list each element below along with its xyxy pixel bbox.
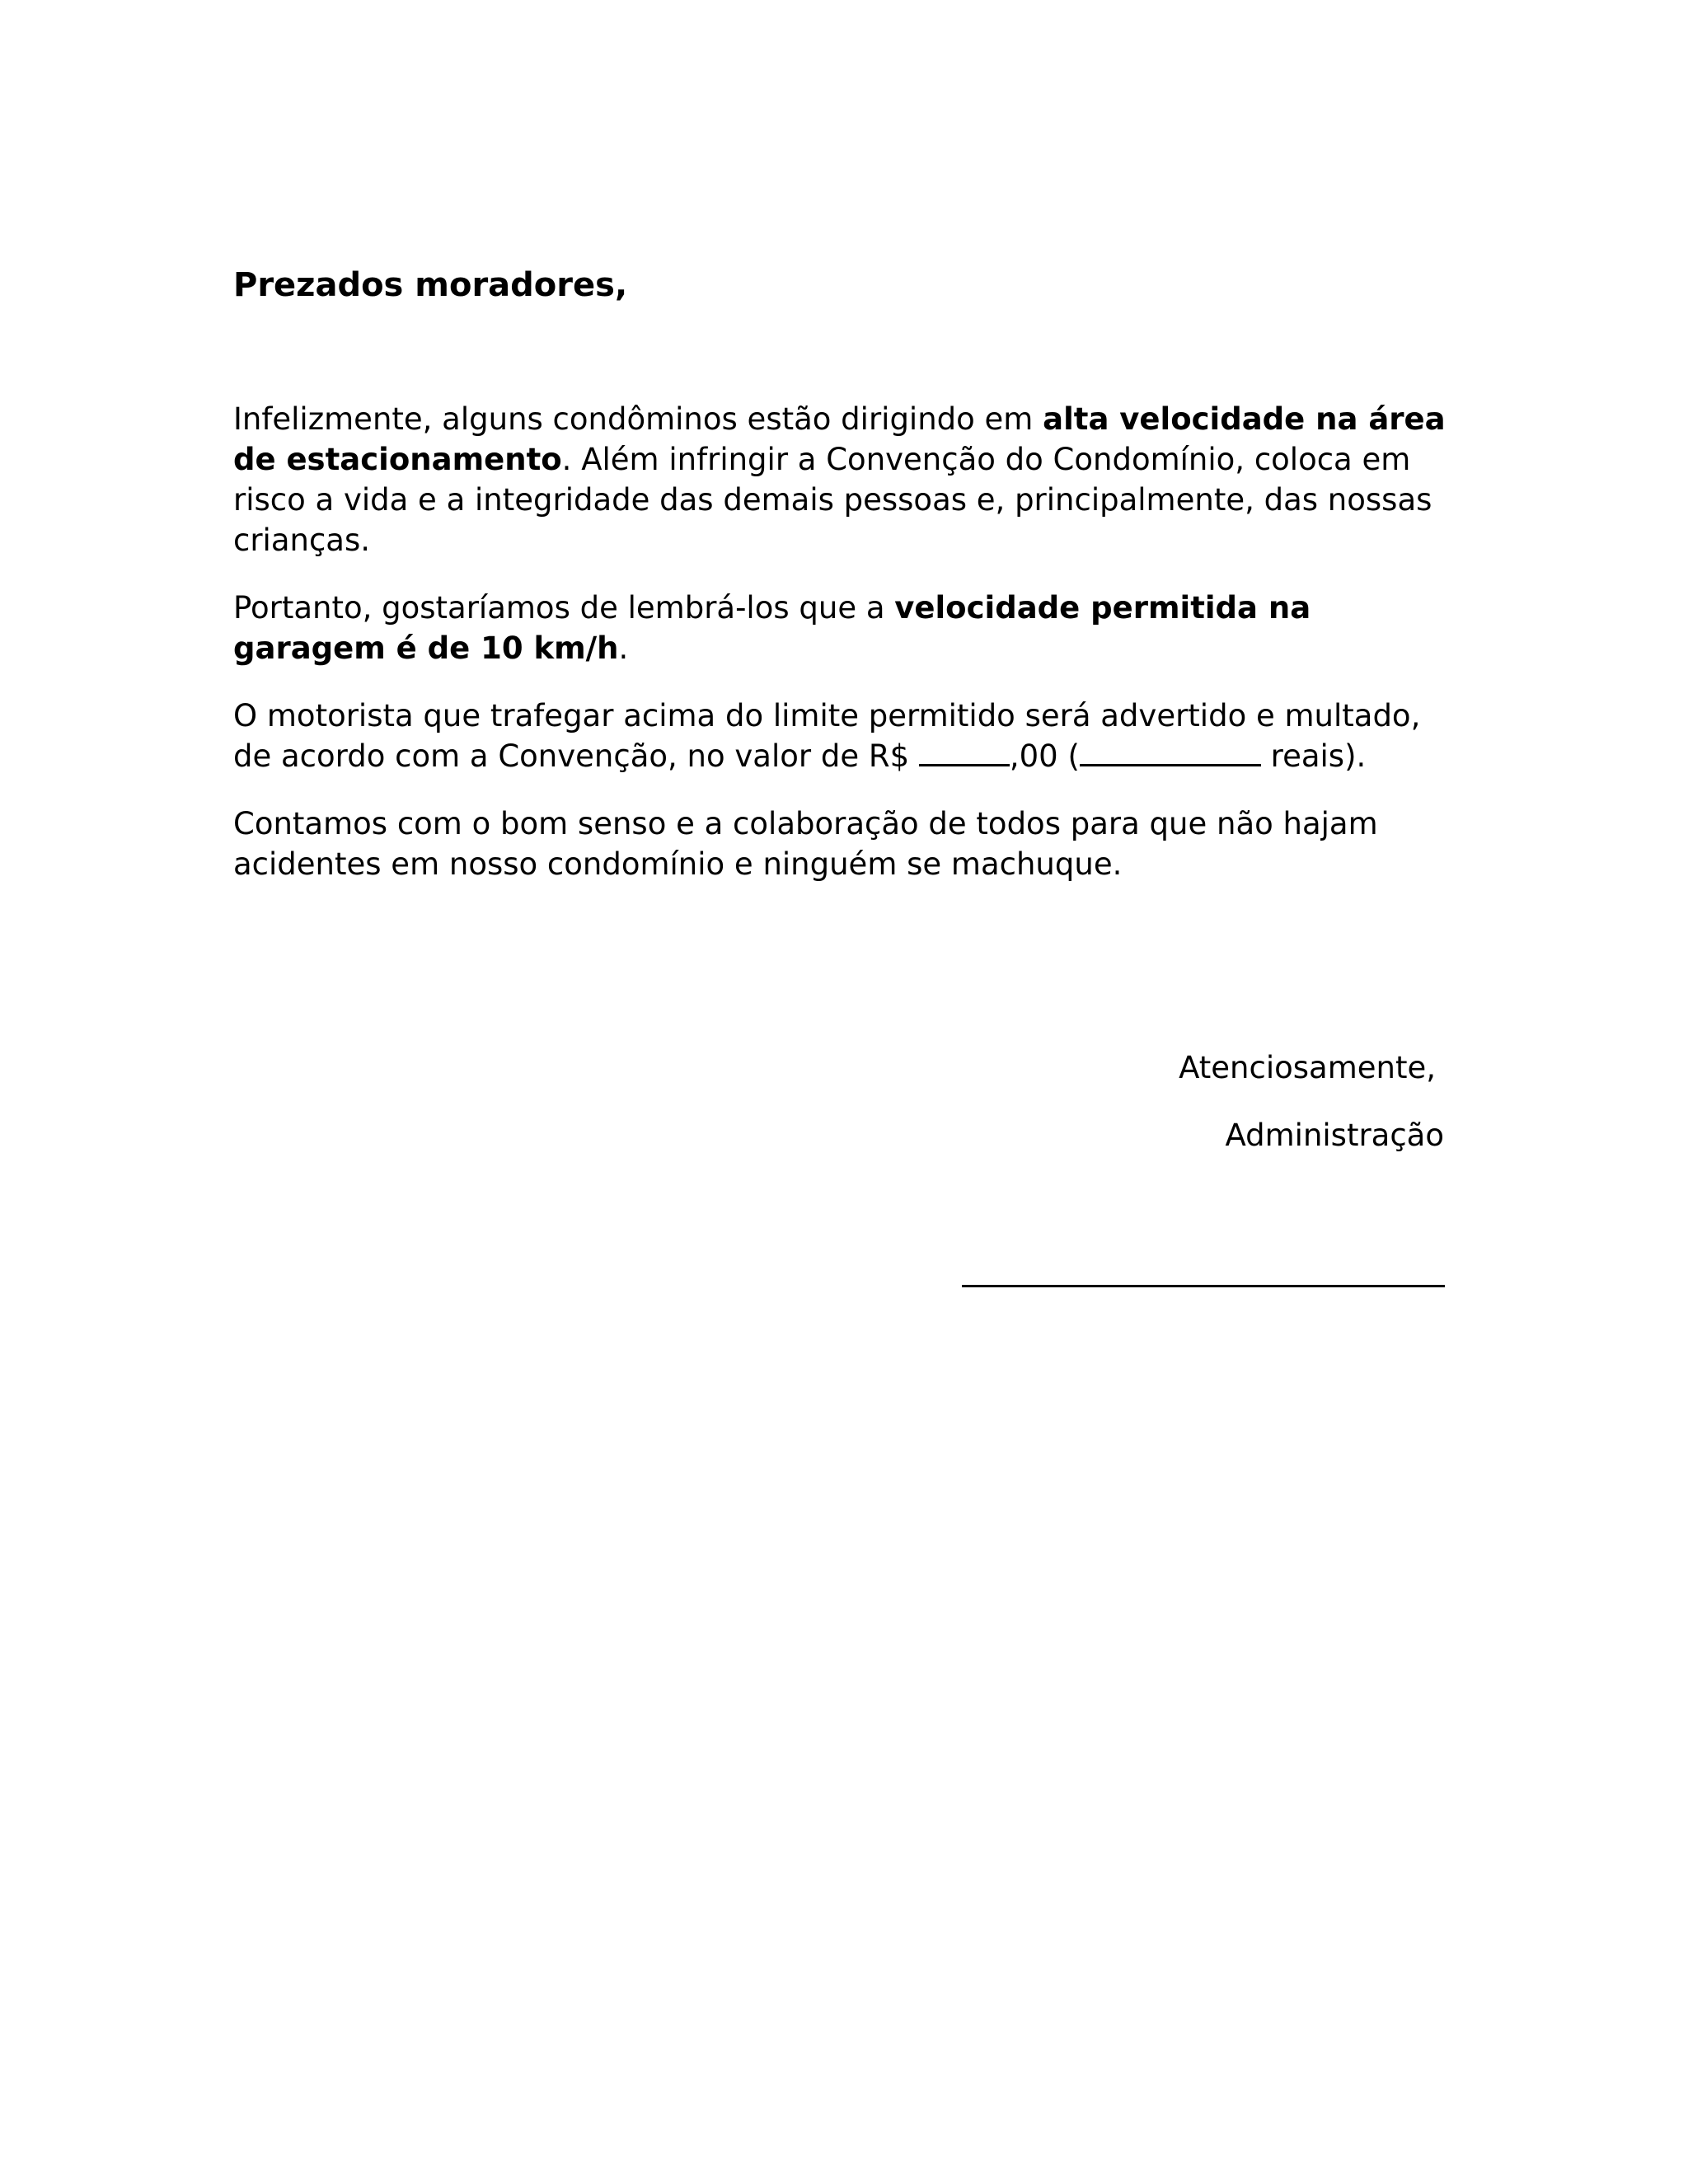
paragraph-text: Infelizmente, alguns condôminos estão dirigindo em bbox=[233, 401, 1043, 437]
paragraph-speeding-warning bbox=[233, 399, 1453, 560]
greeting: Prezados moradores, bbox=[233, 266, 628, 304]
signature-line bbox=[962, 1285, 1445, 1287]
paragraph-cooperation: Contamos com o bom senso e a colaboração de todos para que não hajam acidentes em nosso condomínio e ninguém se machuque. bbox=[233, 806, 1378, 882]
emphasis-text: velocidade permitida na garagem é de 10 km/h bbox=[233, 590, 1311, 666]
paragraph-text: reais). bbox=[1260, 738, 1367, 774]
fine-amount-blank bbox=[919, 763, 1010, 766]
paragraph-text: . Além infringir a Convenção do Condomínio, coloca em risco a vida e a integridade das demais pessoas e, principalmente, das nossas crianças. bbox=[233, 442, 1432, 558]
paragraph-speed-limit bbox=[233, 588, 1453, 668]
paragraph-text: . bbox=[618, 630, 629, 666]
paragraph-fine bbox=[233, 696, 1453, 776]
closing: Atenciosamente, bbox=[1179, 1050, 1436, 1085]
emphasis-text: alta velocidade na área de estacionamento bbox=[233, 401, 1446, 477]
fine-words-blank bbox=[1080, 763, 1261, 766]
paragraph-text: ,00 ( bbox=[1009, 738, 1080, 774]
paragraph-text: O motorista que trafegar acima do limite permitido será advertido e multado, de acordo com a Convenção, no valor de R$ bbox=[233, 698, 1421, 774]
paragraph-text: Portanto, gostaríamos de lembrá-los que a bbox=[233, 590, 895, 626]
signatory: Administração bbox=[1225, 1118, 1444, 1153]
